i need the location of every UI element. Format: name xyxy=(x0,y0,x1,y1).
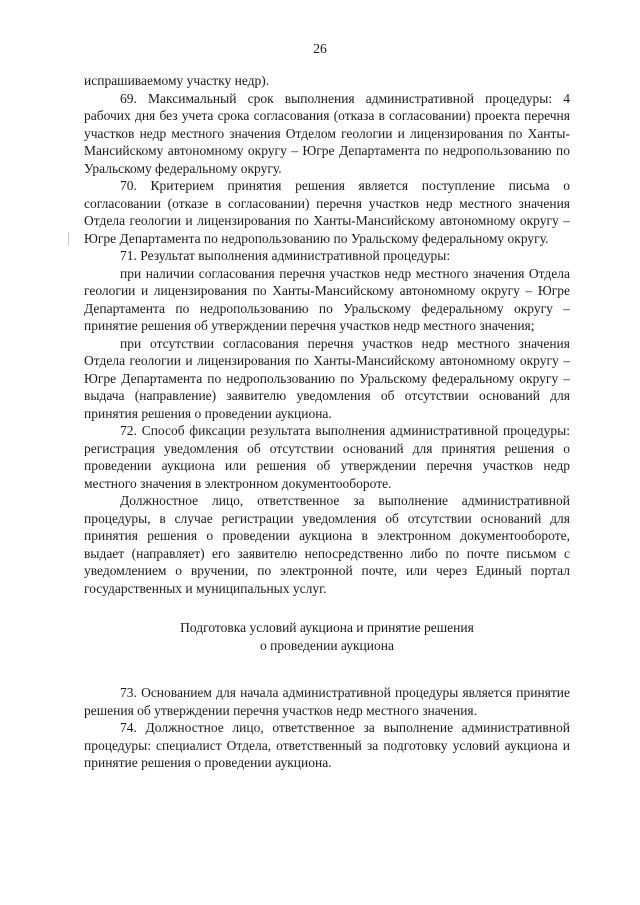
paragraph-71: 71. Результат выполнения административной процедуры: xyxy=(120,248,451,263)
paragraph-71-item-no-approval: при отсутствии согласования перечня участков недр местного значения Отдела геологии и лицензирования по Ханты-Мансийскому автономному округу – Югре Департамента по недропользованию по Уральскому федеральному округу – выдача (направление) заявителю уведомления об отсутствии оснований для принятия решения о проведении аукциона. xyxy=(84,335,570,421)
page-number: 26 xyxy=(313,41,327,56)
section-heading xyxy=(84,619,570,654)
section-heading-line-1: Подготовка условий аукциона и принятие решения xyxy=(180,620,474,635)
section-heading-line-2: о проведении аукциона xyxy=(260,637,394,653)
paragraph-71-item-approval: при наличии согласования перечня участков недр местного значения Отдела геологии и лицензирования по Ханты-Мансийскому автономному округу – Югре Департамента по недропользованию по Уральскому федеральному округу – принятие решения об утверждении перечня участков недр местного значения; xyxy=(84,265,570,333)
paragraph-official: Должностное лицо, ответственное за выполнение административной процедуры, в случае регистрации уведомления об отсутствии оснований для принятия решения о проведении аукциона в электронном документообороте, выдает (направляет) его заявителю непосредственно либо по почте письмом с уведомлением о вручении, по электронной почте, или через Единый портал государственных и муниципальных услуг. xyxy=(84,493,570,596)
margin-mark xyxy=(68,232,72,246)
paragraph-74: 74. Должностное лицо, ответственное за выполнение административной процедуры: специалист Отдела, ответственный за подготовку условий аукциона и принятие решения о проведении аукциона. xyxy=(84,720,570,770)
document-body xyxy=(84,72,570,772)
paragraph-continuation: испрашиваемому участку недр). xyxy=(84,73,270,88)
paragraph-73: 73. Основанием для начала административной процедуры является принятие решения об утверждении перечня участков недр местного значения. xyxy=(84,685,570,718)
paragraph-72: 72. Способ фиксации результата выполнения административной процедуры: регистрация уведомления об отсутствии оснований для принятия решения о проведении аукциона или решения об утверждении перечня участков недр местного значения в электронном документообороте. xyxy=(84,423,570,491)
paragraph-70: 70. Критерием принятия решения является поступление письма о согласовании (отказе в согласовании) перечня участков недр местного значения Отдела геологии и лицензирования по Ханты-Мансийскому автономному округу – Югре Департамента по недропользованию по Уральскому федеральному округу. xyxy=(84,178,570,246)
paragraph-69: 69. Максимальный срок выполнения административной процедуры: 4 рабочих дня без учета срока согласования (отказа в согласовании) проекта перечня участков недр местного значения Отделом геологии и лицензирования по Ханты-Мансийскому автономному округу – Югре Департамента по недропользованию по Уральскому федеральному округу. xyxy=(84,90,570,176)
